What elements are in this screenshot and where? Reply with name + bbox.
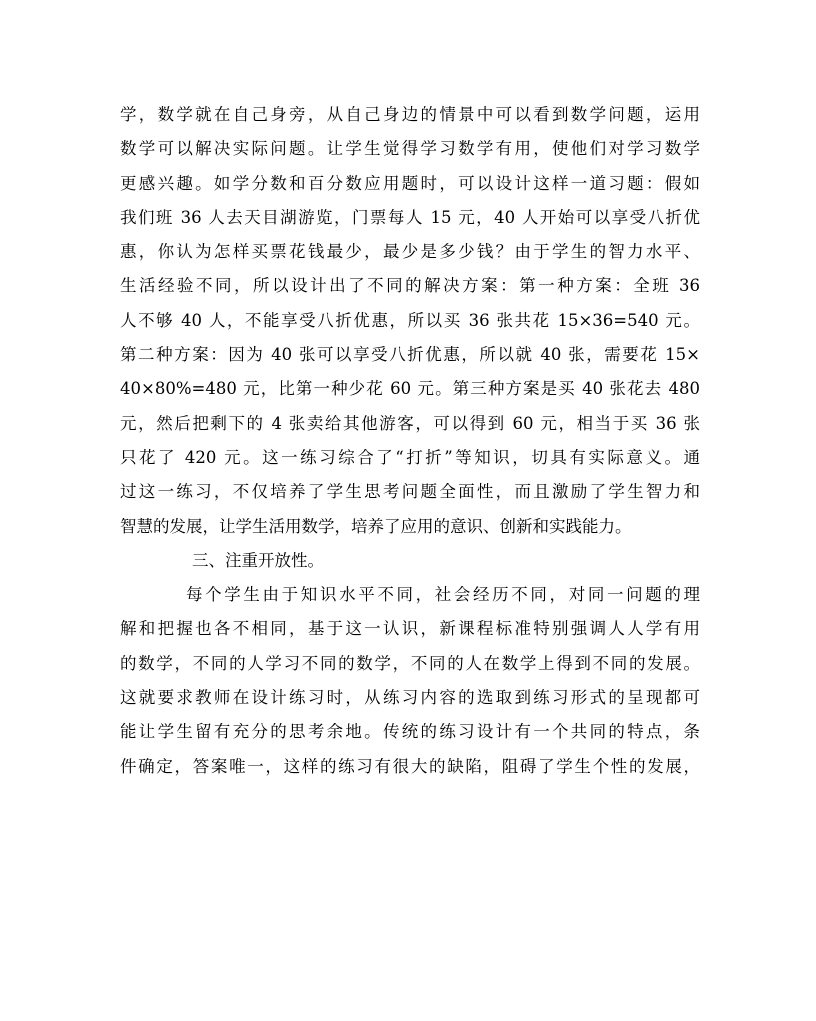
text-line: 能让学生留有充分的思考余地。传统的练习设计有一个共同的特点，条 bbox=[120, 722, 700, 742]
text-line: 惠，你认为怎样买票花钱最少，最少是多少钱？由于学生的智力水平、 bbox=[120, 242, 700, 262]
text-line: 40×80%=480 元，比第一种少花 60 元。第三种方案是买 40 张花去 480 bbox=[120, 379, 700, 399]
text-line: 智慧的发展，让学生活用数学，培养了应用的意识、创新和实践能力。 bbox=[120, 516, 632, 536]
body-text bbox=[120, 98, 700, 784]
text-line: 人不够 40 人，不能享受八折优惠，所以买 36 张共花 15×36=540 元。 bbox=[120, 310, 700, 330]
text-line: 过这一练习，不仅培养了学生思考问题全面性，而且激励了学生智力和 bbox=[120, 482, 700, 502]
text-line: 件确定，答案唯一，这样的练习有很大的缺陷，阻碍了学生个性的发展， bbox=[120, 756, 700, 776]
text-line: 只花了 420 元。这一练习综合了“打折”等知识，切具有实际意义。通 bbox=[120, 447, 700, 467]
text-line: 生活经验不同，所以设计出了不同的解决方案：第一种方案：全班 36 bbox=[120, 276, 700, 296]
text-line: 每个学生由于知识水平不同，社会经历不同，对同一问题的理 bbox=[186, 585, 700, 605]
text-line: 第二种方案：因为 40 张可以享受八折优惠，所以就 40 张，需要花 15× bbox=[120, 345, 700, 365]
paragraph-math-application bbox=[120, 98, 700, 544]
text-line: 的数学，不同的人学习不同的数学，不同的人在数学上得到不同的发展。 bbox=[120, 653, 700, 673]
paragraph-openness bbox=[120, 578, 700, 784]
text-line: 数学可以解决实际问题。让学生觉得学习数学有用，使他们对学习数学 bbox=[120, 139, 700, 159]
text-line: 解和把握也各不相同，基于这一认识，新课程标准特别强调人人学有用 bbox=[120, 619, 700, 639]
text-line: 学，数学就在自己身旁，从自己身边的情景中可以看到数学问题，运用 bbox=[120, 105, 700, 124]
text-line: 我们班 36 人去天目湖游览，门票每人 15 元，40 人开始可以享受八折优 bbox=[120, 207, 700, 227]
section-heading: 三、注重开放性。 bbox=[192, 550, 324, 570]
text-line: 更感兴趣。如学分数和百分数应用题时，可以设计这样一道习题：假如 bbox=[120, 173, 700, 193]
text-line: 元，然后把剩下的 4 张卖给其他游客，可以得到 60 元，相当于买 36 张 bbox=[120, 413, 700, 433]
text-line: 这就要求教师在设计练习时，从练习内容的选取到练习形式的呈现都可 bbox=[120, 688, 700, 708]
